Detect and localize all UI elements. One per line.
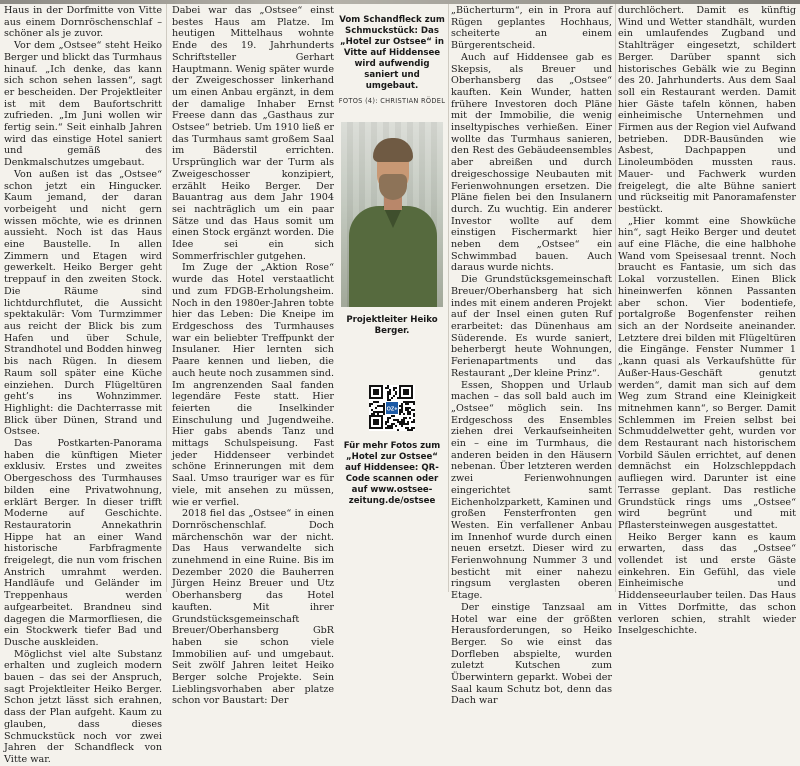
- article-paragraph: Essen, Shoppen und Urlaub machen – das soll bald auch im „Ostsee“ möglich sein. Ins Erdgeschoss des Ensembles ziehen drei Verkaufseinheiten ein – eine im Turmhaus, die anderen beiden in den Häusern nebenan. Über letzteren werden zwei Ferienwohnungen eingerichtet samt Eichenholzparkett, Kaminen und großen Fensterfronten gen Westen. Ein verfallener Anbau im Innenhof wurde durch einen neuen ersetzt. Dieser wird zu Ferienwohnung Nummer 3 und besticht mit einer nahezu ringsum verglasten oberen Etage.: [451, 379, 612, 602]
- article-paragraph: durchlöchert. Damit es künftig Wind und Wetter standhält, wurden ein umlaufendes Zugband und Stahlträger eingesetzt, schildert Berger. Darüber spannt sich historisches Gebälk wie zu Beginn des 20. Jahrhunderts. Aus dem Saal soll ein Restaurant werden. Damit hier Gäste tafeln können, haben einheimische Unternehmen und Firmen aus der Region viel Aufwand betrieben. DDR-Bausünden wie Asbest, Dachpappen und Linoleumböden mussten raus. Mauer- und Fachwerk wurden freigelegt, die alte Bühne saniert und rückseitig mit Panoramafenster bestückt.: [618, 5, 796, 215]
- portrait-caption: Projektleiter Heiko Berger.: [346, 315, 438, 336]
- article-column-4: [618, 5, 796, 637]
- qr-code[interactable]: [369, 385, 415, 431]
- top-photo-edge: [0, 0, 800, 4]
- article-column-1: [4, 5, 162, 765]
- article-paragraph: Heiko Berger kann es kaum erwarten, dass das „Ostsee“ vollendet ist und erste Gäste einkehren. Ein Gefühl, das viele Einheimische und Hiddenseeurlauber teilen. Das Haus in Vittes Dorfmitte, das schon verloren schien, strahlt wieder Inselgeschichte.: [618, 531, 796, 637]
- column-rule: [615, 4, 616, 592]
- column-rule: [448, 4, 449, 592]
- article-paragraph: Dabei war das „Ostsee“ einst bestes Haus am Platze. Im heutigen Mittelhaus wohnte Ende des 19. Jahrhunderts Schriftsteller Gerhart Hauptmann. Wenig später wurde der Zweigeschosser linkerhand um einen Anbau ergänzt, in dem der damalige Inhaber Ernst Freese dann das „Gasthaus zur Ostsee“ betrieb. Um 1910 ließ er das Turmhaus samt großem Saal im Bäderstil errichten. Ursprünglich war der Turm als Zweigeschosser konzipiert, erzählt Heiko Berger. Der Bauantrag aus dem Jahr 1904 sei nachträglich um ein paar Sätze und das Haus somit um einen Stock ergänzt worden. Die Idee sei ein sich Sommerfrischler gutgehen.: [172, 5, 334, 262]
- article-paragraph: Möglichst viel alte Substanz erhalten und zugleich modern bauen – das sei der Anspruch, sagt Projektleiter Heiko Berger. Schon jetzt lässt sich erahnen, dass der Plan aufgeht. Kaum zu glauben, dass dieses Schmuckstück noch vor zwei Jahren der Schandfleck von Vitte war.: [4, 648, 162, 765]
- column-rule: [166, 4, 167, 592]
- photo-sidebar: [338, 5, 446, 592]
- article-paragraph: Haus in der Dorfmitte von Vitte aus einem Dornröschenschlaf – schöner als je zuvor.: [4, 5, 162, 40]
- qr-caption: Für mehr Fotos zum „Hotel zur Ostsee“ auf Hiddensee: QR-Code scannen oder auf www.ostsee-zeitung.de/ostsee: [343, 441, 441, 506]
- article-paragraph: Vor dem „Ostsee“ steht Heiko Berger und blickt das Turmhaus hinauf. „Ich denke, das kann sich schon sehen lassen“, sagt er bescheiden. Der Projektleiter ist mit dem Baufortschritt zufrieden. „Im Juni wollen wir fertig sein.“ Seit einhalb Jahren wird das einstige Hotel saniert und gemäß des Denkmalschutzes umgebaut.: [4, 40, 162, 169]
- article-column-2: [172, 5, 335, 707]
- article-paragraph: „Bücherturm“, ein in Prora auf Rügen geplantes Hochhaus, scheiterte an einem Bürgerentscheid.: [451, 5, 612, 52]
- article-paragraph: 2018 fiel das „Ostsee“ in einen Dornröschenschlaf. Doch märchenschön war der nicht. Das Haus verwandelte sich zunehmend in eine Ruine. Bis im Dezember 2020 die Bauherren Jürgen Heinz Breuer und Utz Oberhansberg das Hotel kauften. Mit ihrer Grundstücksgemeinschaft Breuer/Oberhansberg GbR haben sie schon viele Immobilien auf- und umgebaut. Seit zwölf Jahren leitet Heiko Berger solche Projekte. Sein Lieblingsvorhaben aber platze schon vor Baustart: Der: [172, 508, 334, 707]
- portrait-photo: [341, 122, 443, 307]
- article-column-3: [451, 5, 612, 707]
- article-paragraph: Auch auf Hiddensee gab es Skepsis, als Breuer und Oberhansberg das „Ostsee“ kauften. Kein Wunder, hatten frühere Investoren doch Pläne mit der Immobilie, die wenig inseltypisches verhießen. Einer wollte das Turmhaus sanieren, den Rest des Gebäudeensembles aber abreißen und durch dreigeschossige Neubauten mit Ferienwohnungen ersetzen. Die Pläne fielen bei den Insulanern durch. Zu wuchtig. Ein anderer Investor wollte auf dem einstigen Fischermarkt hier neben dem „Ostsee“ ein Schwimmbad bauen. Auch daraus wurde nichts.: [451, 51, 612, 274]
- photo-credit: FOTOS (4): CHRISTIAN RÖDEL: [338, 97, 446, 105]
- article-paragraph: „Hier kommt eine Showküche hin“, sagt Heiko Berger und deutet auf eine Fläche, die eine halbhohe Wand vom Speisesaal trennt. Noch braucht es Fantasie, um sich das Lokal vorzustellen. Einen Blick hineinwerfen können Passanten aber schon. Vier bodentiefe, portalgroße Bogenfenster reihen sich an der Nordseite aneinander. Letztere drei bilden mit Flügeltüren die Eingänge. Fenster Nummer 1 „kann quasi als Verkaufshütte für Außer-Haus-Geschäft genutzt werden“, damit man sich auf dem Weg zum Strand eine Kleinigkeit mitnehmen kann“, so Berger. Damit Schlemmen im Freien selbst bei Schmuddelwetter geht, wurden vor dem Restaurant nach historischem Vorbild Säulen errichtet, auf denen demnächst ein Holzschleppdach aufliegen wird. Darunter ist eine Terrasse geplant. Das restliche Grundstück rings ums „Ostsee“ wird begrünt und mit Pflastersteinwegen ausgestattet.: [618, 215, 796, 531]
- article-paragraph: Im Zuge der „Aktion Rose“ wurde das Hotel verstaatlicht und zum FDGB-Erholungsheim. Noch in den 1980er-Jahren tobte hier das Leben: Die Kneipe im Erdgeschoss des Turmhauses war ein beliebter Treffpunkt der Insulaner. Hier lernten sich Paare kennen und lieben, die auch heute noch zusammen sind. Im angrenzenden Saal fanden legendäre Feste statt. Hier feierten die Inselkinder Einschulung und Jugendweihe. Hier gabs abends Tanz und mittags Schulspeisung. Fast jeder Hiddenseer verbindet schöne Erinnerungen mit dem Saal. Umso trauriger war es für viele, mit ansehen zu müssen, wie er verfiel.: [172, 262, 335, 508]
- photo-caption-hotel: Vom Schandfleck zum Schmuckstück: Das „Hotel zur Ostsee“ in Vitte auf Hiddensee wird aufwendig saniert und umgebaut.: [339, 15, 445, 91]
- qr-badge-label: OZ+: [386, 406, 398, 413]
- article-paragraph: Von außen ist das „Ostsee“ schon jetzt ein Hingucker. Kaum jemand, der daran vorbeigeht und nicht gern wissen möchte, wie es drinnen aussieht. Noch ist das Haus eine Baustelle. In allen Zimmern und Etagen wird gewerkelt. Heiko Berger geht treppauf in den zweiten Stock. Die Räume sind lichtdurchflutet, die Aussicht spektakulär: Vom Turmzimmer aus reicht der Blick bis zum Hafen und über Schule, Strandhotel und Bodden hinweg bis nach Rügen. In diesem Raum soll später eine Küche einziehen. Durch Flügeltüren geht’s ins Wohnzimmer. Highlight: die Dachterrasse mit Blick über Dünen, Strand und Ostsee.: [4, 168, 162, 438]
- article-paragraph: Die Grundstücksgemeinschaft Breuer/Oberhansberg hat sich indes mit einem anderen Projekt auf der Insel einen guten Ruf erarbeitet: das Dünenhaus am Süderende. Es wurde saniert, beherbergt heute Wohnungen, Ferienapartments und das Restaurant „Der kleine Prinz“.: [451, 274, 612, 379]
- article-paragraph: Der einstige Tanzsaal am Hotel war eine der größten Herausforderungen, so Heiko Berger. So wie einst das Dorfleben abspielte, wurden zuletzt Kutschen zum Überwintern geparkt. Wobei der Saal kaum Schutz bot, denn das Dach war: [451, 601, 612, 707]
- article-paragraph: Das Postkarten-Panorama haben die künftigen Mieter exklusiv. Erstes und zweites Obergeschoss des Turmhauses bilden eine Privatwohnung, erklärt Berger. In dieser trifft Moderne auf Geschichte. Restauratorin Annekathrin Hippe hat an einer Wand historische Farbfragmente freigelegt, die nun vom frischen Anstrich umrahmt werden. Handläufe und Geländer im Treppenhaus werden aufgearbeitet. Brandneu sind dagegen die Marmorfliesen, die ein Stockwerk tiefer Bad und Dusche auskleiden.: [4, 438, 162, 648]
